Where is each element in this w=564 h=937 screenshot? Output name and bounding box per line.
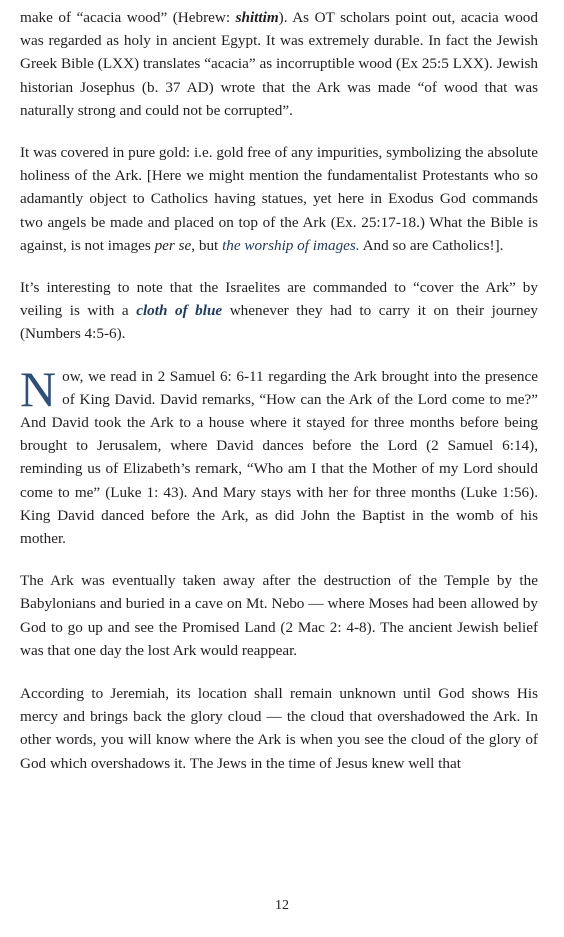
paragraph-text: ow, we read in 2 Samuel 6: 6-11 regarding the Ark brought into the presence of King David. David remarks, “How can the Ark of the Lord come to me?” And David took the Ark to a house where it stayed for three months before being brought to Jerusalem, where David dances before the Lord (2 Samuel 6:14), reminding us of Elizabeth’s remark, “Who am I that the Mother of my Lord should come to me” (Luke 1: 43). And Mary stays with her for three months (Luke 1:56). King David danced before the Ark, as did John the Baptist in the womb of his mother. <box>20 367 538 548</box>
paragraph-text: ). As OT scholars point out, acacia wood was regarded as holy in ancient Egypt. It was extremely durable. In fact the Jewish Greek Bible (LXX) translates “acacia” as incorruptible wood (Ex 25:5 LXX). Jewish historian Josephus (b. 37 AD) wrote that the Ark was made “of wood that was naturally strong and could not be corrupted”. <box>20 9 538 119</box>
paragraph-text: , but <box>191 236 223 254</box>
emphasis-shittim: shittim <box>235 9 279 26</box>
paragraph-cloth-of-blue <box>20 276 538 346</box>
paragraph-acacia-wood <box>20 6 538 122</box>
emphasis-per-se: per se <box>154 236 192 254</box>
paragraph-text: whenever they had to carry it on their journey (Numbers 4:5-6). <box>20 302 538 343</box>
paragraph-pure-gold <box>20 141 538 257</box>
paragraph-text: make of “acacia wood” (Hebrew: <box>20 9 236 26</box>
paragraph-text: According to Jeremiah, its location shall remain unknown until God shows His mercy and brings back the glory cloud — the cloud that overshadowed the Ark. In other words, you will know where the Ark is when you see the cloud of the glory of God which overshadows it. The Jews in the time of Jesus knew well that <box>20 685 538 772</box>
paragraph-ark-taken-away <box>20 569 538 662</box>
emphasis-cloth-of-blue: cloth of blue <box>136 302 223 320</box>
paragraph-text: It was covered in pure gold: i.e. gold free of any impurities, symbolizing the absolute holiness of the Ark. [Here we might mention the fundamentalist Protestants who so adamantly object to Catholics having statues, yet here in Exodus God commands two angels be made and placed on top of the Ark (Ex. 25:17-18.) What the Bible is against, is not images <box>20 144 538 254</box>
paragraph-text: The Ark was eventually taken away after the destruction of the Temple by the Babylonians and buried in a cave on Mt. Nebo — where Moses had been allowed by God to go up and see the Promised Land (2 Mac 2: 4-8). The ancient Jewish belief was that one day the lost Ark would reappear. <box>20 572 538 659</box>
drop-cap-letter: N <box>20 360 57 417</box>
emphasis-worship-of-images: the worship of images. <box>222 236 360 254</box>
page-number: 12 <box>275 898 289 913</box>
paragraph-text: And so are Catholics!]. <box>359 236 504 254</box>
paragraph-king-david <box>20 360 538 551</box>
page-body <box>20 6 538 794</box>
paragraph-text: It’s interesting to note that the Israelites are commanded to “cover the Ark” by veiling is with a <box>20 279 538 320</box>
paragraph-jeremiah <box>20 682 538 775</box>
